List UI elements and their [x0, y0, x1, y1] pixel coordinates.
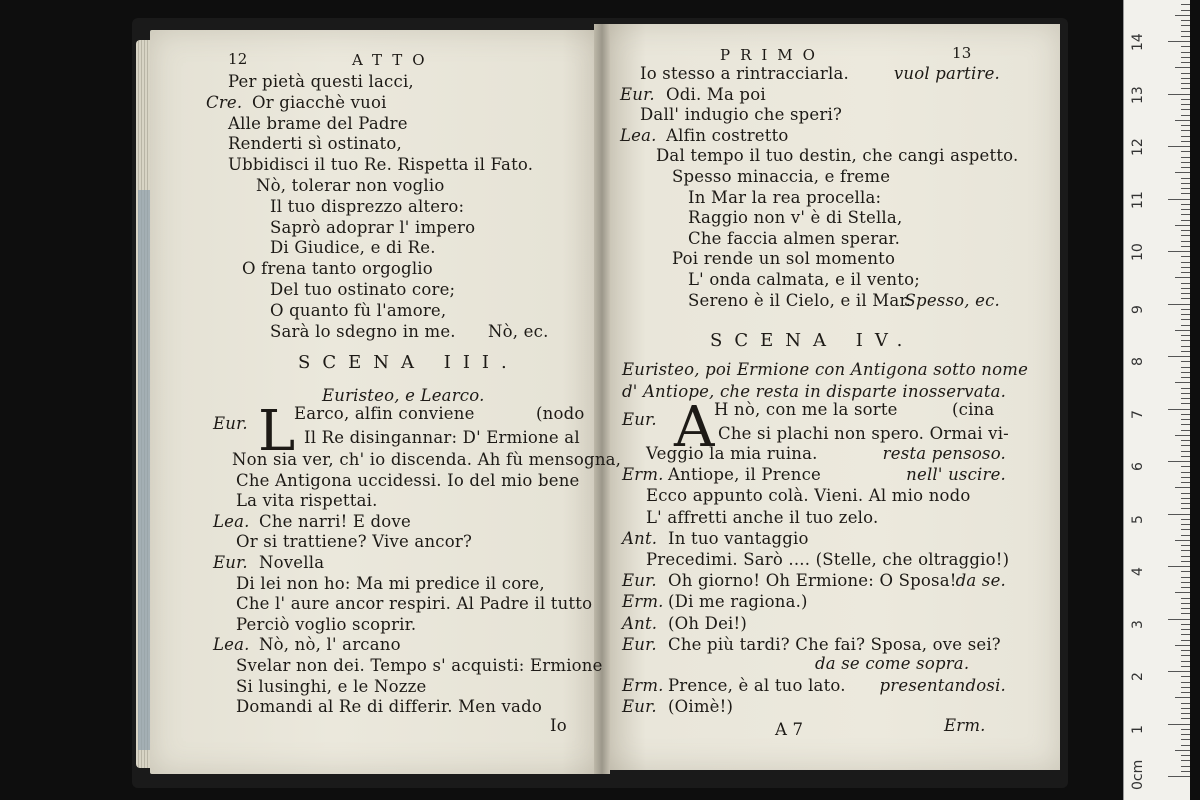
ruler-tick [1168, 304, 1190, 305]
verse-line: (Di me ragiona.) [668, 592, 808, 612]
verse-line: Il tuo disprezzo altero: [270, 196, 465, 216]
verse-line: Alfin costretto [666, 125, 789, 145]
ruler-tick [1181, 136, 1190, 137]
left-page-number: 12 [228, 50, 248, 68]
ruler-tick [1181, 20, 1190, 21]
ruler-tick [1181, 760, 1190, 761]
ruler-number: 6 [1130, 462, 1146, 471]
ruler-tick [1181, 188, 1190, 189]
ruler-tick [1181, 262, 1190, 263]
ruler-tick [1181, 692, 1190, 693]
verse-line: Or si trattiene? Vive ancor? [236, 532, 472, 552]
ruler-tick [1168, 356, 1190, 357]
ruler-tick [1181, 687, 1190, 688]
ruler-tick [1175, 697, 1190, 698]
ruler-tick [1181, 230, 1190, 231]
verse-line: Sereno è il Cielo, e il Mar. [688, 290, 912, 310]
ruler-tick [1181, 624, 1190, 625]
speaker-label: Erm. [622, 465, 664, 485]
ruler-tick [1181, 582, 1190, 583]
verse-line: L' onda calmata, e il vento; [688, 270, 920, 289]
ruler-tick [1181, 4, 1190, 5]
verse-line: Alle brame del Padre [228, 113, 408, 133]
ruler-number: 2 [1130, 672, 1146, 681]
right-dropcap-line-1-tail: (cina [952, 400, 995, 419]
ruler-number: 4 [1130, 567, 1146, 576]
ruler-tick [1175, 225, 1190, 226]
ruler-tick [1181, 372, 1190, 373]
ruler-tick [1175, 67, 1190, 68]
ruler-tick [1175, 487, 1190, 488]
ruler-tick [1181, 629, 1190, 630]
ruler-tick [1181, 52, 1190, 53]
verse-line: Saprò adoprar l' impero [270, 217, 476, 237]
speaker-label: Ant. [622, 613, 658, 633]
ruler-tick [1168, 94, 1190, 95]
ruler-tick [1181, 403, 1190, 404]
verse-line: Renderti sì ostinato, [228, 134, 402, 154]
stage-direction-inline: vuol partire. [893, 64, 1000, 83]
verse-line: Nò, nò, l' arcano [259, 635, 401, 655]
ruler-tick [1181, 220, 1190, 221]
stage-direction-inline: nell' uscire. [906, 465, 1006, 485]
ruler-number: 14 [1130, 33, 1146, 51]
ruler-tick [1181, 477, 1190, 478]
ruler-tick [1168, 619, 1190, 620]
ruler-tick [1181, 73, 1190, 74]
ruler-tick [1175, 435, 1190, 436]
ruler-tick [1181, 178, 1190, 179]
verse-line: Veggio la mia ruina. [646, 444, 818, 463]
verse-line: Domandi al Re di differir. Men vado [236, 697, 542, 717]
verse-line: Che faccia almen sperar. [688, 228, 901, 248]
verse-line: Or giacchè vuoi [252, 92, 387, 112]
ruler-number: 9 [1130, 304, 1146, 314]
verse-line: Poi rende un sol momento [672, 249, 896, 269]
verse-line: Spesso minaccia, e freme [672, 167, 891, 186]
ruler-tick [1181, 729, 1190, 730]
ruler-tick [1181, 713, 1190, 714]
ruler-tick [1181, 314, 1190, 315]
verse-line: Sarà lo sdegno in me. [270, 321, 456, 341]
ruler-tick [1181, 377, 1190, 378]
verse-line: (Oimè!) [668, 697, 734, 716]
ruler-tick [1181, 556, 1190, 557]
ruler-tick [1181, 419, 1190, 420]
ruler-unit-label: 0cm [1130, 759, 1146, 790]
speaker-label: Lea. [213, 511, 250, 531]
left-scene-persons: Euristeo, e Learco. [322, 386, 485, 405]
ruler-tick [1181, 445, 1190, 446]
verse-line: Dall' indugio che speri? [640, 105, 842, 125]
ruler-tick [1181, 36, 1190, 37]
ruler-tick [1181, 88, 1190, 89]
ruler-tick [1181, 545, 1190, 546]
ruler-tick [1181, 99, 1190, 100]
ruler-tick [1175, 277, 1190, 278]
ruler-tick [1181, 104, 1190, 105]
ruler-tick [1181, 708, 1190, 709]
ruler-tick [1181, 346, 1190, 347]
left-dropcap-line-1-tail: (nodo [536, 404, 585, 423]
left-refrain-marker: Nò, ec. [488, 322, 549, 341]
ruler-tick [1181, 577, 1190, 578]
ruler-tick [1181, 703, 1190, 704]
ruler-tick [1168, 146, 1190, 147]
ruler-tick [1181, 214, 1190, 215]
ruler-tick [1181, 57, 1190, 58]
ruler-number: 12 [1130, 138, 1146, 156]
right-stage-direction-2: d' Antiope, che resta in disparte inosservata. [622, 382, 1007, 401]
ruler-tick [1181, 157, 1190, 158]
right-running-head: PRIMO [720, 46, 825, 64]
ruler-tick [1181, 204, 1190, 205]
ruler-tick [1181, 235, 1190, 236]
ruler-tick [1181, 661, 1190, 662]
ruler-tick [1181, 655, 1190, 656]
ruler-tick [1181, 46, 1190, 47]
verse-line: Ecco appunto colà. Vieni. Al mio nodo [646, 486, 971, 506]
ruler-tick [1181, 78, 1190, 79]
ruler-tick [1181, 424, 1190, 425]
ruler-tick [1168, 566, 1190, 567]
ruler-tick [1175, 382, 1190, 383]
ruler-tick [1181, 414, 1190, 415]
ruler-number: 11 [1130, 190, 1146, 209]
verse-line: Precedimi. Sarò .... (Stelle, che oltraggio!) [646, 550, 1010, 569]
ruler-tick [1168, 776, 1190, 777]
ruler-tick [1181, 288, 1190, 289]
ruler-tick [1181, 766, 1190, 767]
ruler-tick [1181, 666, 1190, 667]
ruler-number: 5 [1130, 514, 1146, 524]
left-dropcap-letter: L [258, 399, 296, 464]
ruler-tick [1181, 246, 1190, 247]
verse-line: Ubbidisci il tuo Re. Rispetta il Fato. [228, 155, 534, 175]
verse-line: O frena tanto orgoglio [242, 259, 433, 279]
ruler-tick [1181, 451, 1190, 452]
ruler-tick [1181, 456, 1190, 457]
ruler-tick [1168, 671, 1190, 672]
verse-line: Raggio non v' è di Stella, [688, 208, 903, 228]
ruler-tick [1181, 472, 1190, 473]
left-dropcap-line-2: Il Re disingannar: D' Ermione al [304, 428, 580, 447]
ruler-tick [1181, 393, 1190, 394]
ruler-number: 8 [1130, 357, 1146, 366]
left-running-head: ATTO [352, 51, 435, 69]
ruler-tick [1181, 676, 1190, 677]
ruler-number: 7 [1130, 409, 1146, 419]
ruler-tick [1181, 162, 1190, 163]
verse-line: Nò, tolerar non voglio [256, 176, 445, 195]
verse-line: O quanto fù l'amore, [270, 300, 447, 320]
ruler-tick [1181, 519, 1190, 520]
ruler-tick [1181, 613, 1190, 614]
ruler-tick [1181, 398, 1190, 399]
ruler-tick [1181, 640, 1190, 641]
ruler-tick [1181, 109, 1190, 110]
verse-line: Si lusinghi, e le Nozze [236, 676, 427, 696]
speaker-label: Lea. [213, 635, 250, 655]
ruler-tick [1181, 10, 1190, 11]
ruler-tick [1181, 608, 1190, 609]
ruler-tick [1181, 340, 1190, 341]
verse-line: Che narri! E dove [259, 511, 411, 531]
ruler-tick [1181, 256, 1190, 257]
ruler-number: 3 [1130, 619, 1146, 629]
ruler-tick [1181, 130, 1190, 131]
ruler-tick [1175, 645, 1190, 646]
right-dropcap-speaker: Eur. [622, 410, 657, 429]
ruler-tick [1181, 193, 1190, 194]
ruler-tick [1181, 241, 1190, 242]
verse-line: Di Giudice, e di Re. [270, 238, 436, 258]
ruler-tick [1181, 587, 1190, 588]
ruler-tick [1175, 172, 1190, 173]
ruler-tick [1175, 592, 1190, 593]
ruler-tick [1181, 598, 1190, 599]
ruler-tick [1181, 167, 1190, 168]
verse-line: Novella [259, 553, 325, 572]
ruler-tick [1181, 183, 1190, 184]
verse-line: Odi. Ma poi [666, 84, 766, 104]
ruler-tick [1181, 571, 1190, 572]
ruler-tick [1181, 62, 1190, 63]
right-signature-mark: A 7 [775, 720, 804, 739]
right-stage-direction-1: Euristeo, poi Ermione con Antigona sotto nome [622, 360, 1029, 379]
ruler-tick [1181, 755, 1190, 756]
right-catchword: Erm. [944, 716, 986, 735]
right-stage-direction-3: da se come sopra. [815, 654, 970, 673]
ruler-tick [1181, 293, 1190, 294]
verse-line: Per pietà questi lacci, [228, 72, 414, 91]
verse-line: Che più tardi? Che fai? Sposa, ove sei? [668, 634, 1001, 654]
ruler-tick [1181, 550, 1190, 551]
ruler-tick [1181, 466, 1190, 467]
ruler-tick [1168, 514, 1190, 515]
ruler-tick [1168, 41, 1190, 42]
ruler-tick [1181, 430, 1190, 431]
verse-line: La vita rispettai. [236, 491, 378, 511]
ruler-tick [1181, 209, 1190, 210]
speaker-label: Eur. [622, 571, 657, 591]
stage-direction-inline: presentandosi. [879, 676, 1006, 695]
verse-line: Prence, è al tuo lato. [668, 676, 846, 695]
ruler-tick [1181, 272, 1190, 273]
ruler-tick [1181, 151, 1190, 152]
ruler-tick [1181, 25, 1190, 26]
stage-direction-inline: da se. [955, 571, 1006, 591]
verse-line: Perciò voglio scoprir. [236, 614, 417, 634]
ruler-tick [1181, 482, 1190, 483]
verse-line: Che Antigona uccidessi. Io del mio bene [236, 470, 580, 490]
right-page-number: 13 [952, 44, 972, 62]
ruler-tick [1181, 498, 1190, 499]
ruler-tick [1181, 351, 1190, 352]
ruler-tick [1175, 540, 1190, 541]
ruler-tick [1181, 634, 1190, 635]
speaker-label: Cre. [206, 92, 243, 112]
ruler-tick [1181, 31, 1190, 32]
ruler-tick [1181, 718, 1190, 719]
verse-line: Che l' aure ancor respiri. Al Padre il tutto [236, 594, 593, 614]
ruler-number: 13 [1130, 85, 1146, 104]
speaker-label: Lea. [620, 125, 657, 145]
ruler-tick [1181, 309, 1190, 310]
verse-line: Io stesso a rintracciarla. [640, 64, 849, 83]
ruler-tick [1175, 750, 1190, 751]
ruler-tick [1181, 503, 1190, 504]
measurement-ruler [1123, 0, 1190, 800]
ruler-tick [1181, 493, 1190, 494]
verse-line: (Oh Dei!) [668, 613, 747, 633]
ruler-tick [1181, 125, 1190, 126]
ruler-tick [1181, 115, 1190, 116]
stage-direction-inline: resta pensoso. [882, 444, 1006, 463]
verse-line: In tuo vantaggio [668, 528, 809, 548]
ruler-tick [1175, 15, 1190, 16]
ruler-tick [1181, 508, 1190, 509]
ruler-tick [1181, 603, 1190, 604]
ruler-tick [1175, 120, 1190, 121]
verse-line: In Mar la rea procella: [688, 187, 882, 207]
ruler-tick [1181, 83, 1190, 84]
verse-line: Non sia ver, ch' io discenda. Ah fù mensogna, [232, 450, 622, 469]
verse-line: L' affretti anche il tuo zelo. [646, 507, 879, 527]
speaker-label: Eur. [622, 697, 657, 716]
ruler-tick [1168, 199, 1190, 200]
left-catchword: Io [550, 716, 567, 735]
speaker-label: Eur. [213, 553, 248, 572]
ruler-tick [1181, 535, 1190, 536]
ruler-tick [1181, 319, 1190, 320]
ruler-tick [1168, 724, 1190, 725]
ruler-tick [1181, 267, 1190, 268]
ruler-tick [1168, 251, 1190, 252]
ruler-tick [1181, 771, 1190, 772]
left-dropcap-speaker: Eur. [213, 414, 248, 433]
ruler-tick [1181, 561, 1190, 562]
ruler-tick [1168, 461, 1190, 462]
verse-line: Del tuo ostinato core; [270, 280, 456, 299]
ruler-tick [1181, 529, 1190, 530]
right-dropcap-line-1: H nò, con me la sorte [714, 400, 898, 419]
ruler-tick [1181, 367, 1190, 368]
ruler-tick [1181, 335, 1190, 336]
ruler-tick [1168, 409, 1190, 410]
left-dropcap-line-1: Earco, alfin conviene [294, 404, 475, 423]
verse-line: Di lei non ho: Ma mi predice il core, [236, 573, 545, 593]
ruler-tick [1181, 682, 1190, 683]
speaker-label: Erm. [622, 676, 664, 695]
left-scene-title: SCENA III. [298, 352, 519, 373]
ruler-tick [1181, 650, 1190, 651]
ruler-tick [1181, 298, 1190, 299]
ruler-tick [1181, 361, 1190, 362]
ruler-tick [1181, 141, 1190, 142]
right-scene-title: SCENA IV. [710, 330, 915, 351]
ruler-tick [1181, 745, 1190, 746]
ruler-tick [1181, 440, 1190, 441]
ruler-number: 1 [1130, 724, 1146, 734]
right-dropcap-letter: A [674, 395, 715, 460]
speaker-label: Erm. [622, 592, 664, 612]
ruler-tick [1181, 524, 1190, 525]
ruler-tick [1175, 330, 1190, 331]
verse-line: Svelar non dei. Tempo s' acquisti: Ermione [236, 656, 603, 675]
ruler-tick [1181, 325, 1190, 326]
ruler-tick [1181, 734, 1190, 735]
ruler-number: 10 [1130, 243, 1146, 261]
ruler-tick [1181, 283, 1190, 284]
speaker-label: Ant. [622, 528, 658, 548]
verse-line: Antiope, il Prence [668, 465, 821, 485]
right-dropcap-line-2: Che si plachi non spero. Ormai vi- [718, 424, 1009, 443]
speaker-label: Eur. [620, 84, 655, 104]
ruler-tick [1181, 739, 1190, 740]
speaker-label: Eur. [622, 634, 657, 654]
verse-line: Dal tempo il tuo destin, che cangi aspetto. [656, 146, 1019, 166]
ruler-tick [1181, 388, 1190, 389]
verse-line: Oh giorno! Oh Ermione: O Sposa! [668, 571, 957, 591]
stage-direction-inline: Spesso, ec. [904, 290, 1000, 310]
